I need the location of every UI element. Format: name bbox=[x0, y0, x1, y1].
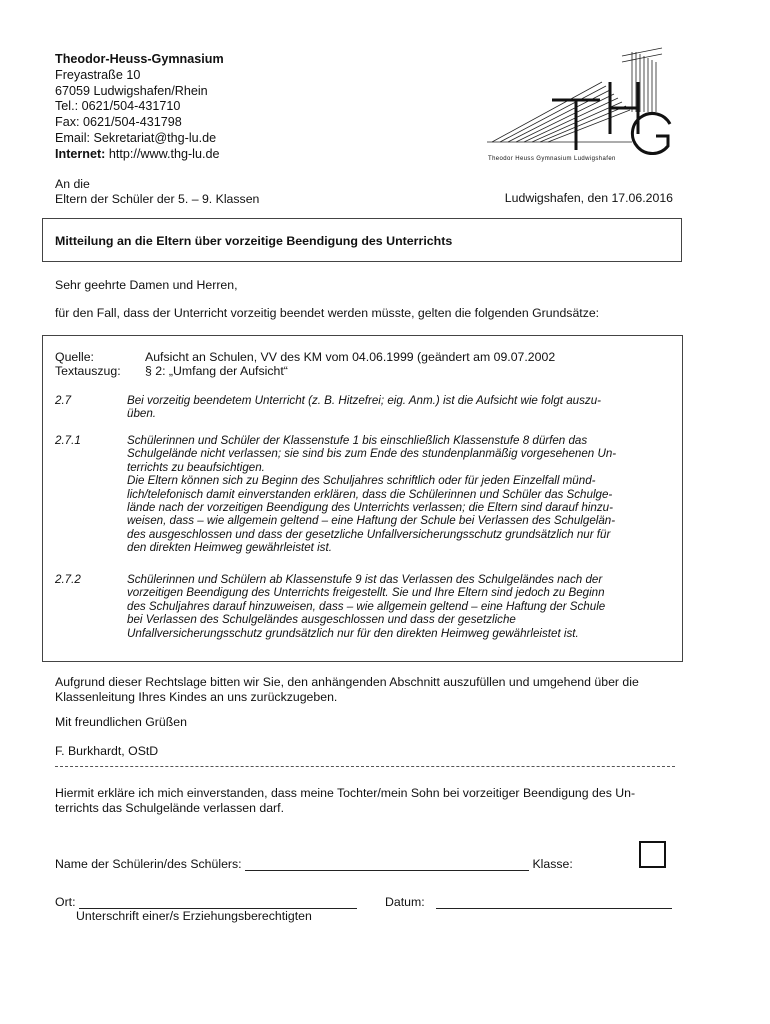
consent-line: Hiermit erkläre ich mich einverstanden, dass meine Tochter/mein Sohn bei vorzeitiger Beendigung des Un- bbox=[55, 786, 636, 800]
greeting: Mit freundlichen Grüßen bbox=[55, 715, 187, 729]
recipient-block bbox=[55, 177, 259, 207]
section-line: terrichts zu beaufsichtigen. bbox=[127, 460, 265, 474]
section-line: Schulgelände nicht verlassen; sie sind bis zum Ende des stundenplanmäßig vorgesehenen Un- bbox=[127, 447, 617, 461]
cut-line-divider bbox=[55, 766, 675, 767]
salutation: Sehr geehrte Damen und Herren, bbox=[55, 278, 238, 292]
section-number: 2.7 bbox=[55, 394, 72, 407]
section-2-7-2 bbox=[55, 573, 677, 640]
school-fax: Fax: 0621/504-431798 bbox=[55, 115, 182, 130]
place-label: Ort: bbox=[55, 895, 76, 909]
quote-excerpt bbox=[55, 364, 288, 379]
section-line: üben. bbox=[127, 407, 157, 421]
closing-request-line: Aufgrund dieser Rechtslage bitten wir Sie, den anhängenden Abschnitt auszufüllen und umgehend über die bbox=[55, 675, 639, 689]
quote-source-value: Aufsicht an Schulen, VV des KM vom 04.06.1999 (geändert am 09.07.2002 bbox=[145, 350, 556, 364]
school-tel: Tel.: 0621/504-431710 bbox=[55, 99, 181, 114]
recipient-line1: An die bbox=[55, 177, 90, 191]
section-line: bei Verlassen des Schulgeländes ausgeschlossen und dass der gesetzliche bbox=[127, 613, 516, 627]
internet-url[interactable]: http://www.thg-lu.de bbox=[105, 146, 220, 161]
logo-caption: Theodor Heuss Gymnasium Ludwigshafen bbox=[488, 156, 616, 162]
school-email: Email: Sekretariat@thg-lu.de bbox=[55, 130, 217, 145]
recipient-line2: Eltern der Schüler der 5. – 9. Klassen bbox=[55, 192, 260, 206]
page-title: Mitteilung an die Eltern über vorzeitige Beendigung des Unterrichts bbox=[55, 234, 453, 248]
consent-statement bbox=[55, 786, 675, 816]
consent-line: terrichts das Schulgelände verlassen darf. bbox=[55, 801, 284, 815]
section-line: Schülerinnen und Schüler der Klassenstufe 1 bis einschließlich Klassenstufe 8 dürfen das bbox=[127, 434, 588, 447]
internet-label: Internet: bbox=[55, 146, 106, 161]
intro-text: für den Fall, dass der Unterricht vorzeitig beendet werden müsste, gelten die folgenden Grundsätze: bbox=[55, 306, 600, 320]
signer-name: F. Burkhardt, OStD bbox=[55, 744, 159, 758]
section-line: lich/telefonisch damit einverstanden erklären, dass die Schülerinnen und Schüler das Schulge- bbox=[127, 487, 613, 501]
place-field[interactable] bbox=[79, 896, 357, 909]
date-line: Ludwigshafen, den 17.06.2016 bbox=[504, 191, 673, 205]
place-row bbox=[55, 895, 357, 909]
section-line: Bei vorzeitig beendetem Unterricht (z. B. Hitzefrei; eig. Anm.) ist die Aufsicht wie folgt auszu- bbox=[127, 394, 602, 407]
section-line: Die Eltern können sich zu Beginn des Schuljahres schriftlich oder für jeden Einzelfall münd- bbox=[127, 474, 596, 488]
section-line: lände nach der vorzeitigen Beendigung des Unterrichts verlassen; die Eltern sind darauf hinzu- bbox=[127, 501, 613, 515]
section-number: 2.7.1 bbox=[55, 434, 81, 447]
school-city: 67059 Ludwigshafen/Rhein bbox=[55, 83, 208, 98]
section-line: des ausgeschlossen und dass der gesetzliche Unfallversicherungsschutz grundsätzlich nur für bbox=[127, 527, 611, 541]
school-internet bbox=[55, 147, 224, 163]
quote-excerpt-label: Textauszug: bbox=[55, 364, 121, 378]
section-line: des Schuljahres darauf hinzuweisen, dass – wie allgemein geltend – eine Haftung der Schule bbox=[127, 599, 606, 613]
quote-excerpt-value: § 2: „Umfang der Aufsicht“ bbox=[145, 364, 288, 378]
school-header bbox=[55, 52, 224, 163]
section-number: 2.7.2 bbox=[55, 573, 81, 586]
school-street: Freyastraße 10 bbox=[55, 67, 141, 82]
section-line: Unfallversicherungsschutz grundsätzlich nur für den direkten Heimweg gewährleistet ist. bbox=[127, 626, 579, 640]
section-line: weisen, dass – wie allgemein geltend – eine Haftung der Schule bei Verlassen des Schulgelän- bbox=[127, 514, 616, 528]
student-name-field[interactable] bbox=[245, 858, 529, 871]
quote-source bbox=[55, 350, 555, 365]
class-label: Klasse: bbox=[532, 857, 573, 871]
date-row bbox=[385, 895, 672, 909]
school-name: Theodor-Heuss-Gymnasium bbox=[55, 52, 224, 66]
signature-caption: Unterschrift einer/s Erziehungsberechtigten bbox=[76, 909, 312, 923]
thg-logo-icon bbox=[482, 42, 682, 164]
closing-request-line: Klassenleitung Ihres Kindes an uns zurückzugeben. bbox=[55, 690, 338, 704]
student-name-row bbox=[55, 857, 573, 871]
section-2-7 bbox=[55, 394, 677, 421]
section-line: Schülerinnen und Schülern ab Klassenstufe 9 ist das Verlassen des Schulgeländes nach der bbox=[127, 573, 603, 586]
school-logo bbox=[482, 42, 682, 164]
closing-request bbox=[55, 675, 675, 705]
section-2-7-1 bbox=[55, 434, 677, 555]
regulation-quote-box bbox=[42, 335, 683, 662]
form-date-field[interactable] bbox=[436, 896, 672, 909]
class-checkbox[interactable] bbox=[639, 841, 666, 868]
section-line: den direkten Heimweg gewährleistet ist. bbox=[127, 541, 332, 555]
title-box bbox=[42, 218, 682, 262]
form-date-label: Datum: bbox=[385, 895, 425, 909]
student-name-label: Name der Schülerin/des Schülers: bbox=[55, 857, 242, 871]
quote-source-label: Quelle: bbox=[55, 350, 94, 364]
section-line: vorzeitigen Beendigung des Unterrichts freigestellt. Sie und Ihre Eltern sind jedoch zu Beginn bbox=[127, 586, 605, 600]
